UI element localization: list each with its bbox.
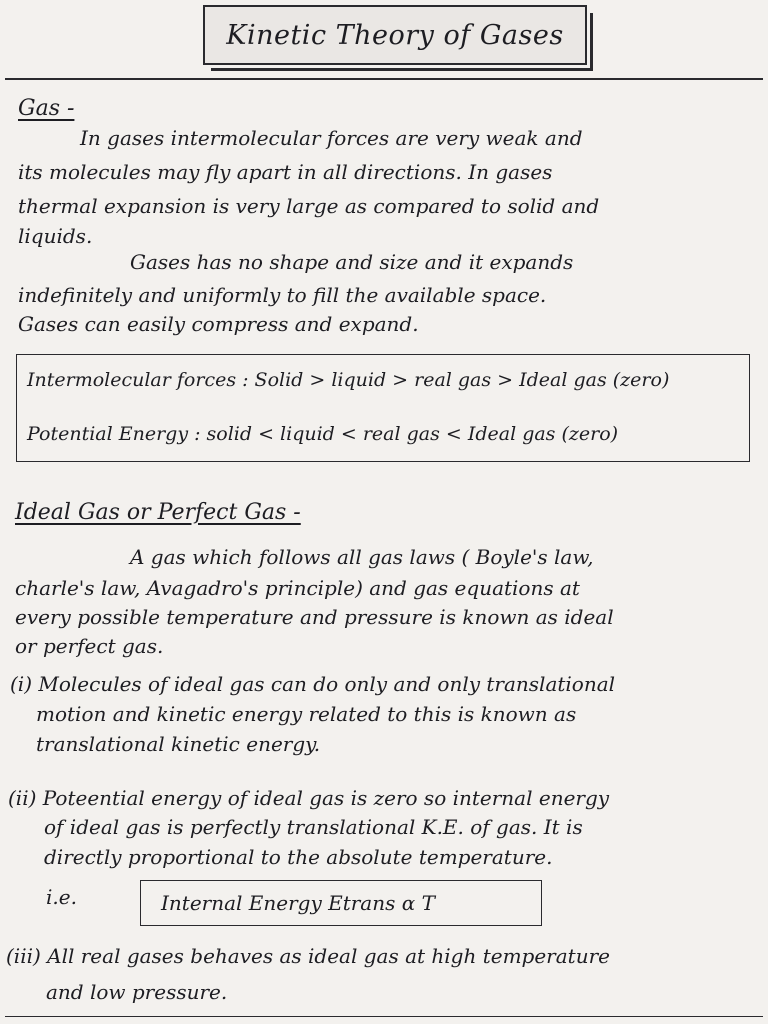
title-box-shadow <box>211 13 593 71</box>
ie-label: i.e. <box>46 885 77 909</box>
internal-energy-box <box>140 880 542 926</box>
point2-line-3: directly proportional to the absolute temperature. <box>44 845 553 869</box>
gas-p1-line-1: In gases intermolecular forces are very weak and <box>80 126 583 150</box>
title-box <box>203 5 587 65</box>
point2-line-1: (ii) Poteential energy of ideal gas is zero so internal energy <box>8 786 610 810</box>
gas-p2-line-3: Gases can easily compress and expand. <box>18 312 419 336</box>
point1-line-3: translational kinetic energy. <box>36 732 321 756</box>
ideal-p-line-4: or perfect gas. <box>15 634 164 658</box>
bottom-rule <box>5 1016 763 1017</box>
top-rule <box>5 78 763 80</box>
point3-line-1: (iii) All real gases behaves as ideal gas at high temperature <box>6 944 610 968</box>
intermolecular-forces-line: Intermolecular forces : Solid > liquid > real gas > Ideal gas (zero) <box>27 369 670 391</box>
point1-line-1: (i) Molecules of ideal gas can do only and only translational <box>10 672 616 696</box>
gas-p2-line-2: indefinitely and uniformly to fill the available space. <box>18 283 547 307</box>
ideal-p-line-2: charle's law, Avagadro's principle) and gas equations at <box>15 576 580 600</box>
ideal-gas-heading: Ideal Gas or Perfect Gas - <box>15 500 301 525</box>
ideal-p-line-1: A gas which follows all gas laws ( Boyle's law, <box>130 545 594 569</box>
gas-p1-line-3: thermal expansion is very large as compared to solid and <box>18 194 600 218</box>
point1-line-2: motion and kinetic energy related to this is known as <box>36 702 577 726</box>
gas-p1-line-4: liquids. <box>18 224 93 248</box>
page-title: Kinetic Theory of Gases <box>226 19 564 51</box>
internal-energy-equation: Internal Energy Etrans α T <box>161 891 435 915</box>
comparison-box <box>16 354 750 462</box>
ideal-p-line-3: every possible temperature and pressure is known as ideal <box>15 605 614 629</box>
potential-energy-line: Potential Energy : solid < liquid < real gas < Ideal gas (zero) <box>27 423 619 445</box>
point3-line-2: and low pressure. <box>46 980 228 1004</box>
gas-p2-line-1: Gases has no shape and size and it expands <box>130 250 574 274</box>
gas-heading: Gas - <box>18 96 75 121</box>
point2-line-2: of ideal gas is perfectly translational K.E. of gas. It is <box>44 815 583 839</box>
gas-p1-line-2: its molecules may fly apart in all directions. In gases <box>18 160 553 184</box>
